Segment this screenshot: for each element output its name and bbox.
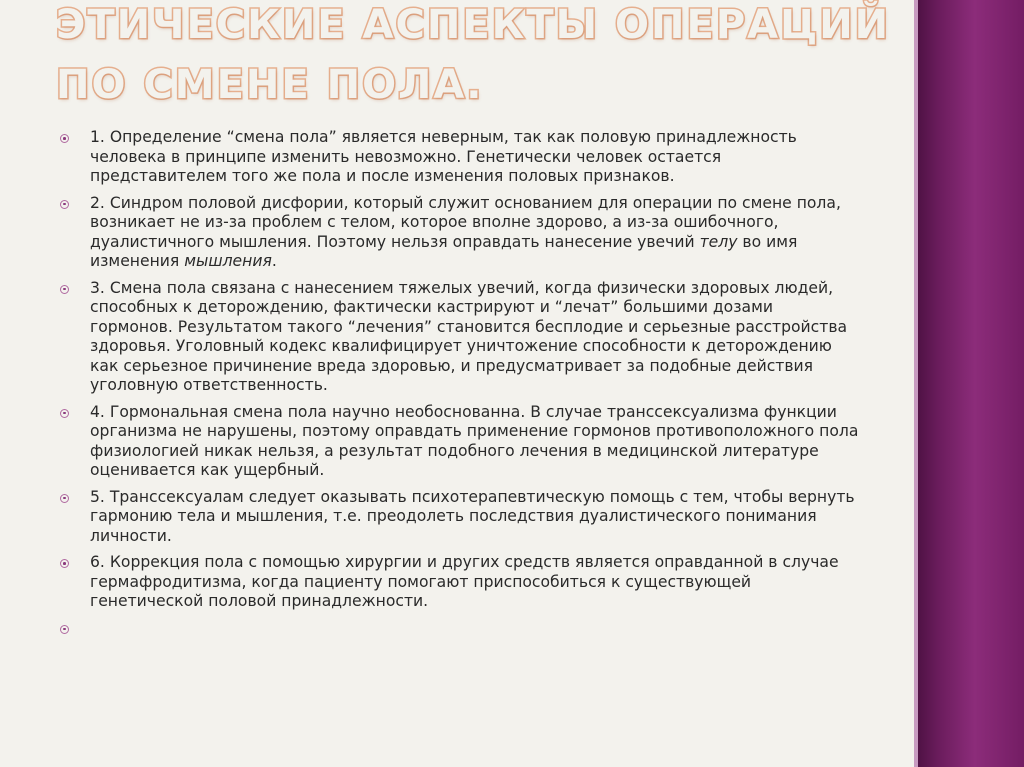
slide-title-line-2: ПО СМЕНЕ ПОЛА.: [56, 62, 484, 108]
bullet-text-part: 2. Синдром половой дисфории, который служит основанием для операции по смене пола, возникает не из-за проблем с телом, которое вполне здорово, а из-за ошибочного, дуалистичного мышления. Поэтому нельзя оправдать нанесение увечий: [90, 193, 841, 251]
ring-bullet-icon: [60, 200, 69, 209]
bullet-text: [90, 194, 841, 271]
side-band-stripe: [914, 0, 918, 767]
emphasis-body: телу: [699, 232, 738, 251]
bullet-item-4: [60, 403, 860, 481]
bullet-text: 6. Коррекция пола с помощью хирургии и других средств является оправданной в случае гермафродитизма, когда пациенту помогают приспособиться к существующей генетической половой принадлежности.: [90, 553, 839, 610]
decorative-side-band: [914, 0, 1024, 767]
ring-bullet-icon: [60, 134, 69, 143]
bullet-item-3: [60, 279, 860, 396]
ring-bullet-icon: [60, 285, 69, 294]
bullet-text: 1. Определение “смена пола” является неверным, так как половую принадлежность человека в принципе изменить невозможно. Генетически человек остается представителем того же пола и после изменения половых признаков.: [90, 128, 797, 185]
bullet-item-5: [60, 488, 860, 547]
bullet-item-1: [60, 128, 860, 187]
bullet-text-part: во имя изменения: [90, 232, 798, 270]
slide-title-line-1: ЭТИЧЕСКИЕ АСПЕКТЫ ОПЕРАЦИЙ: [56, 2, 891, 48]
bullet-item-empty: [60, 619, 860, 639]
bullet-list: [60, 128, 860, 645]
bullet-text: 4. Гормональная смена пола научно необоснованна. В случае транссексуализма функции организма не нарушены, поэтому оправдать применение гормонов противоположного пола физиологией никак нельзя, а результат подобного лечения в медицинской литературе оценивается как ущербный.: [90, 402, 859, 479]
ring-bullet-icon: [60, 494, 69, 503]
bullet-text: [90, 619, 95, 637]
bullet-text: 3. Смена пола связана с нанесением тяжелых увечий, когда физически здоровых людей, способных к деторождению, фактически кастрируют и “лечат” большими дозами гормонов. Результатом такого “лечения” становится бесплодие и серьезные расстройства здоровья. Уголовный кодекс квалифицирует уничтожение способности к деторождению как серьезное причинение вреда здоровью, и предусматривает за подобные действия уголовную ответственность.: [90, 278, 848, 394]
ring-bullet-icon: [60, 409, 69, 418]
ring-bullet-icon: [60, 625, 69, 634]
bullet-text: 5. Транссексуалам следует оказывать психотерапевтическую помощь с тем, чтобы вернуть гармонию тела и мышления, т.е. преодолеть последствия дуалистического понимания личности.: [90, 487, 855, 545]
ring-bullet-icon: [60, 559, 69, 568]
bullet-item-2: [60, 194, 860, 272]
slide-title: [56, 0, 906, 112]
emphasis-mind: мышления: [184, 252, 272, 270]
bullet-text-part: .: [271, 252, 277, 270]
bullet-item-6: [60, 553, 860, 612]
